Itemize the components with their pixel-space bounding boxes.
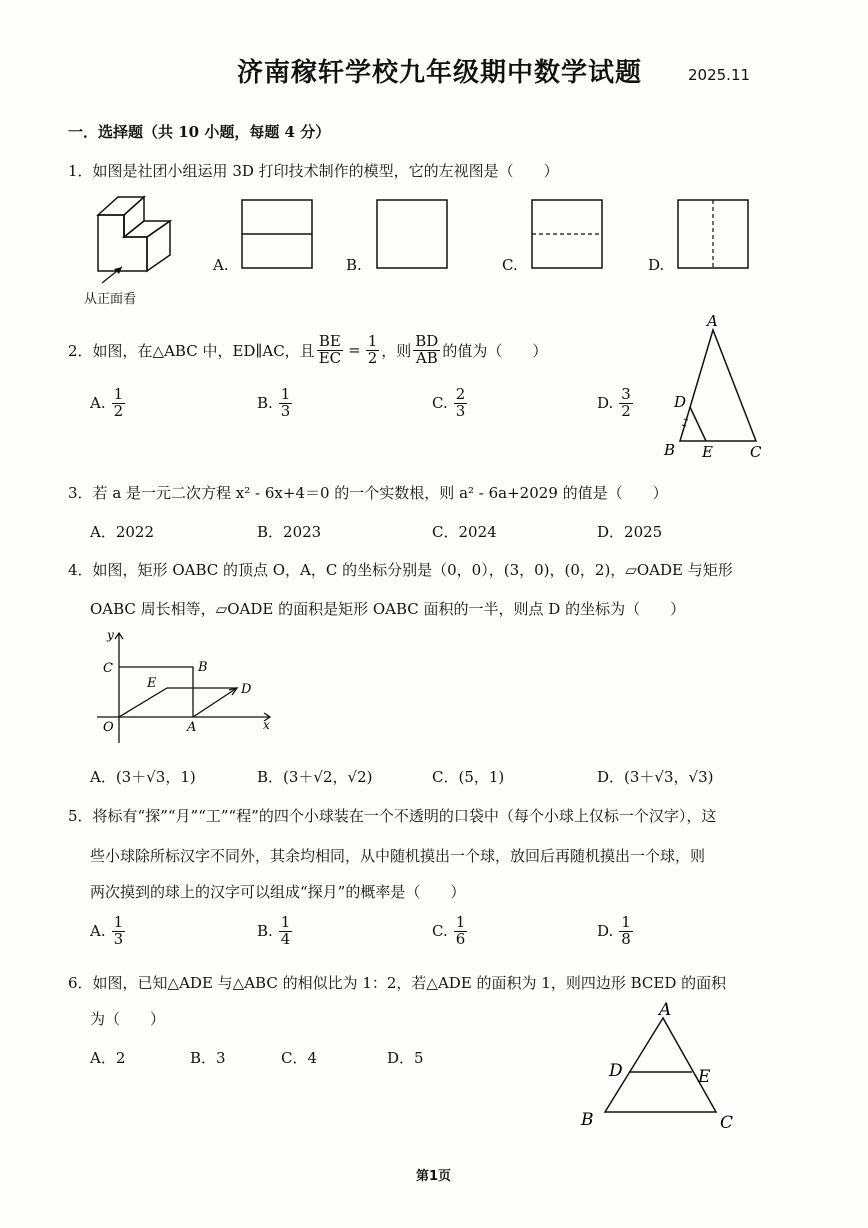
q6-option-b[interactable]: B．3 [190, 1049, 226, 1067]
q2-option-d[interactable]: D. $\frac{3}{2}$ [597, 385, 631, 420]
question-6-line-2: 为（ ） [90, 1010, 166, 1028]
q3-option-d[interactable]: D．2025 [597, 523, 663, 541]
q5-option-a[interactable]: A. $\frac{1}{3}$ [90, 913, 124, 948]
label-a: A [659, 1000, 672, 1020]
question-5-line-2: 些小球除所标汉字不同外，其余均相同，从中随机摸出一个球，放回后再随机摸出一个球，则 [90, 847, 706, 865]
label-e: E [698, 1067, 711, 1087]
question-text: 如图，在△ABC 中，ED∥AC，且 [92, 341, 315, 360]
q4-option-c[interactable]: C．(5，1) [432, 768, 505, 786]
q1-model-figure [92, 195, 192, 285]
label-o: O [103, 720, 114, 735]
question-4-line-1 [68, 559, 733, 580]
question-2-stem [68, 334, 547, 367]
question-4-line-2: OABC 周长相等，▱OADE 的面积是矩形 OABC 面积的一半，则点 D 的坐标为（ ） [90, 600, 686, 618]
question-number: 1． [68, 162, 93, 180]
q1-option-c-figure[interactable] [531, 199, 603, 269]
q2-triangle-figure [660, 312, 770, 461]
label-d: D [674, 393, 687, 411]
q6-option-d[interactable]: D．5 [387, 1049, 424, 1067]
q4-option-d[interactable]: D．(3＋√3，√3) [597, 768, 714, 786]
q5-option-b[interactable]: B. $\frac{1}{4}$ [257, 913, 291, 948]
q1-option-d-label[interactable]: D. [648, 256, 665, 274]
page-number: 第1页 [416, 1169, 452, 1184]
label-x: x [263, 718, 270, 732]
question-text: ，则 [381, 341, 412, 360]
label-d: D [609, 1061, 623, 1081]
question-text: 的值为（ ） [442, 341, 548, 360]
fraction-be-ec: $\frac{BE}{EC}$ [318, 332, 342, 367]
question-number: 2． [68, 341, 93, 360]
label-e: E [147, 676, 157, 691]
q6-option-a[interactable]: A．2 [90, 1049, 126, 1067]
view-caption: 从正面看 [84, 292, 137, 307]
label-a: A [187, 720, 197, 735]
label-c: C [103, 661, 113, 676]
label-c: C [720, 1113, 734, 1133]
label-y: y [107, 628, 114, 642]
q2-option-a[interactable]: A. $\frac{1}{2}$ [90, 385, 124, 420]
q6-triangle-figure [577, 1000, 747, 1135]
label-e: E [702, 443, 713, 461]
q1-option-a-figure[interactable] [241, 199, 313, 269]
question-5-line-1 [68, 805, 716, 826]
q1-option-c-label[interactable]: C. [502, 256, 518, 274]
question-text: 如图，矩形 OABC 的顶点 O，A，C 的坐标分别是（0，0），(3，0)，(0，2)，▱OADE 与矩形 [92, 561, 733, 579]
label-a: A [707, 312, 718, 330]
section-heading: 一．选择题（共 10 小题，每题 4 分） [68, 123, 331, 141]
question-number: 3． [68, 484, 93, 502]
question-number: 5． [68, 807, 93, 825]
q5-option-c[interactable]: C. $\frac{1}{6}$ [432, 913, 466, 948]
question-text: 将标有“探”“月”“工”“程”的四个小球装在一个不透明的口袋中（每个小球上仅标一个汉字），这 [92, 807, 717, 825]
fraction-one-half: $\frac{1}{2}$ [367, 332, 378, 367]
question-number: 6． [68, 974, 93, 992]
q1-option-b-figure[interactable] [376, 199, 448, 269]
question-text: 若 a 是一元二次方程 x² - 6x+4＝0 的一个实数根，则 a² - 6a+2029 的值是（ ） [92, 484, 668, 502]
fraction-bd-ab: $\frac{BD}{AB}$ [415, 332, 439, 367]
q3-option-a[interactable]: A．2022 [90, 523, 155, 541]
label-b: B [581, 1110, 594, 1130]
question-5-line-3: 两次摸到的球上的汉字可以组成“探月”的概率是（ ） [90, 883, 466, 901]
q3-option-b[interactable]: B．2023 [257, 523, 322, 541]
equals-sign: = [348, 341, 361, 360]
label-d: D [241, 682, 252, 697]
question-6-line-1 [68, 972, 726, 993]
label-b: B [198, 660, 208, 675]
q2-option-c[interactable]: C. $\frac{2}{3}$ [432, 385, 466, 420]
q3-option-c[interactable]: C．2024 [432, 523, 497, 541]
label-b: B [664, 441, 676, 459]
question-1-stem [68, 160, 559, 181]
q4-option-a[interactable]: A．(3＋√3，1) [90, 768, 196, 786]
q1-option-b-label[interactable]: B. [346, 256, 362, 274]
q1-option-d-figure[interactable] [677, 199, 749, 269]
question-text: 如图是社团小组运用 3D 打印技术制作的模型，它的左视图是（ ） [92, 162, 559, 180]
q4-option-b[interactable]: B．(3＋√2，√2) [257, 768, 373, 786]
question-text: 如图，已知△ADE 与△ABC 的相似比为 1：2，若△ADE 的面积为 1，则四边形 BCED 的面积 [92, 974, 727, 992]
q2-option-b[interactable]: B. $\frac{1}{3}$ [257, 385, 291, 420]
q1-option-a-label[interactable]: A. [213, 256, 229, 274]
q4-coordinate-figure [95, 625, 285, 750]
page-title: 济南稼轩学校九年级期中数学试题 [237, 58, 643, 88]
exam-date: 2025.11 [688, 66, 751, 84]
label-c: C [750, 443, 762, 461]
question-number: 4． [68, 561, 93, 579]
q5-option-d[interactable]: D. $\frac{1}{8}$ [597, 913, 631, 948]
q6-option-c[interactable]: C．4 [281, 1049, 318, 1067]
question-3-stem [68, 482, 668, 503]
